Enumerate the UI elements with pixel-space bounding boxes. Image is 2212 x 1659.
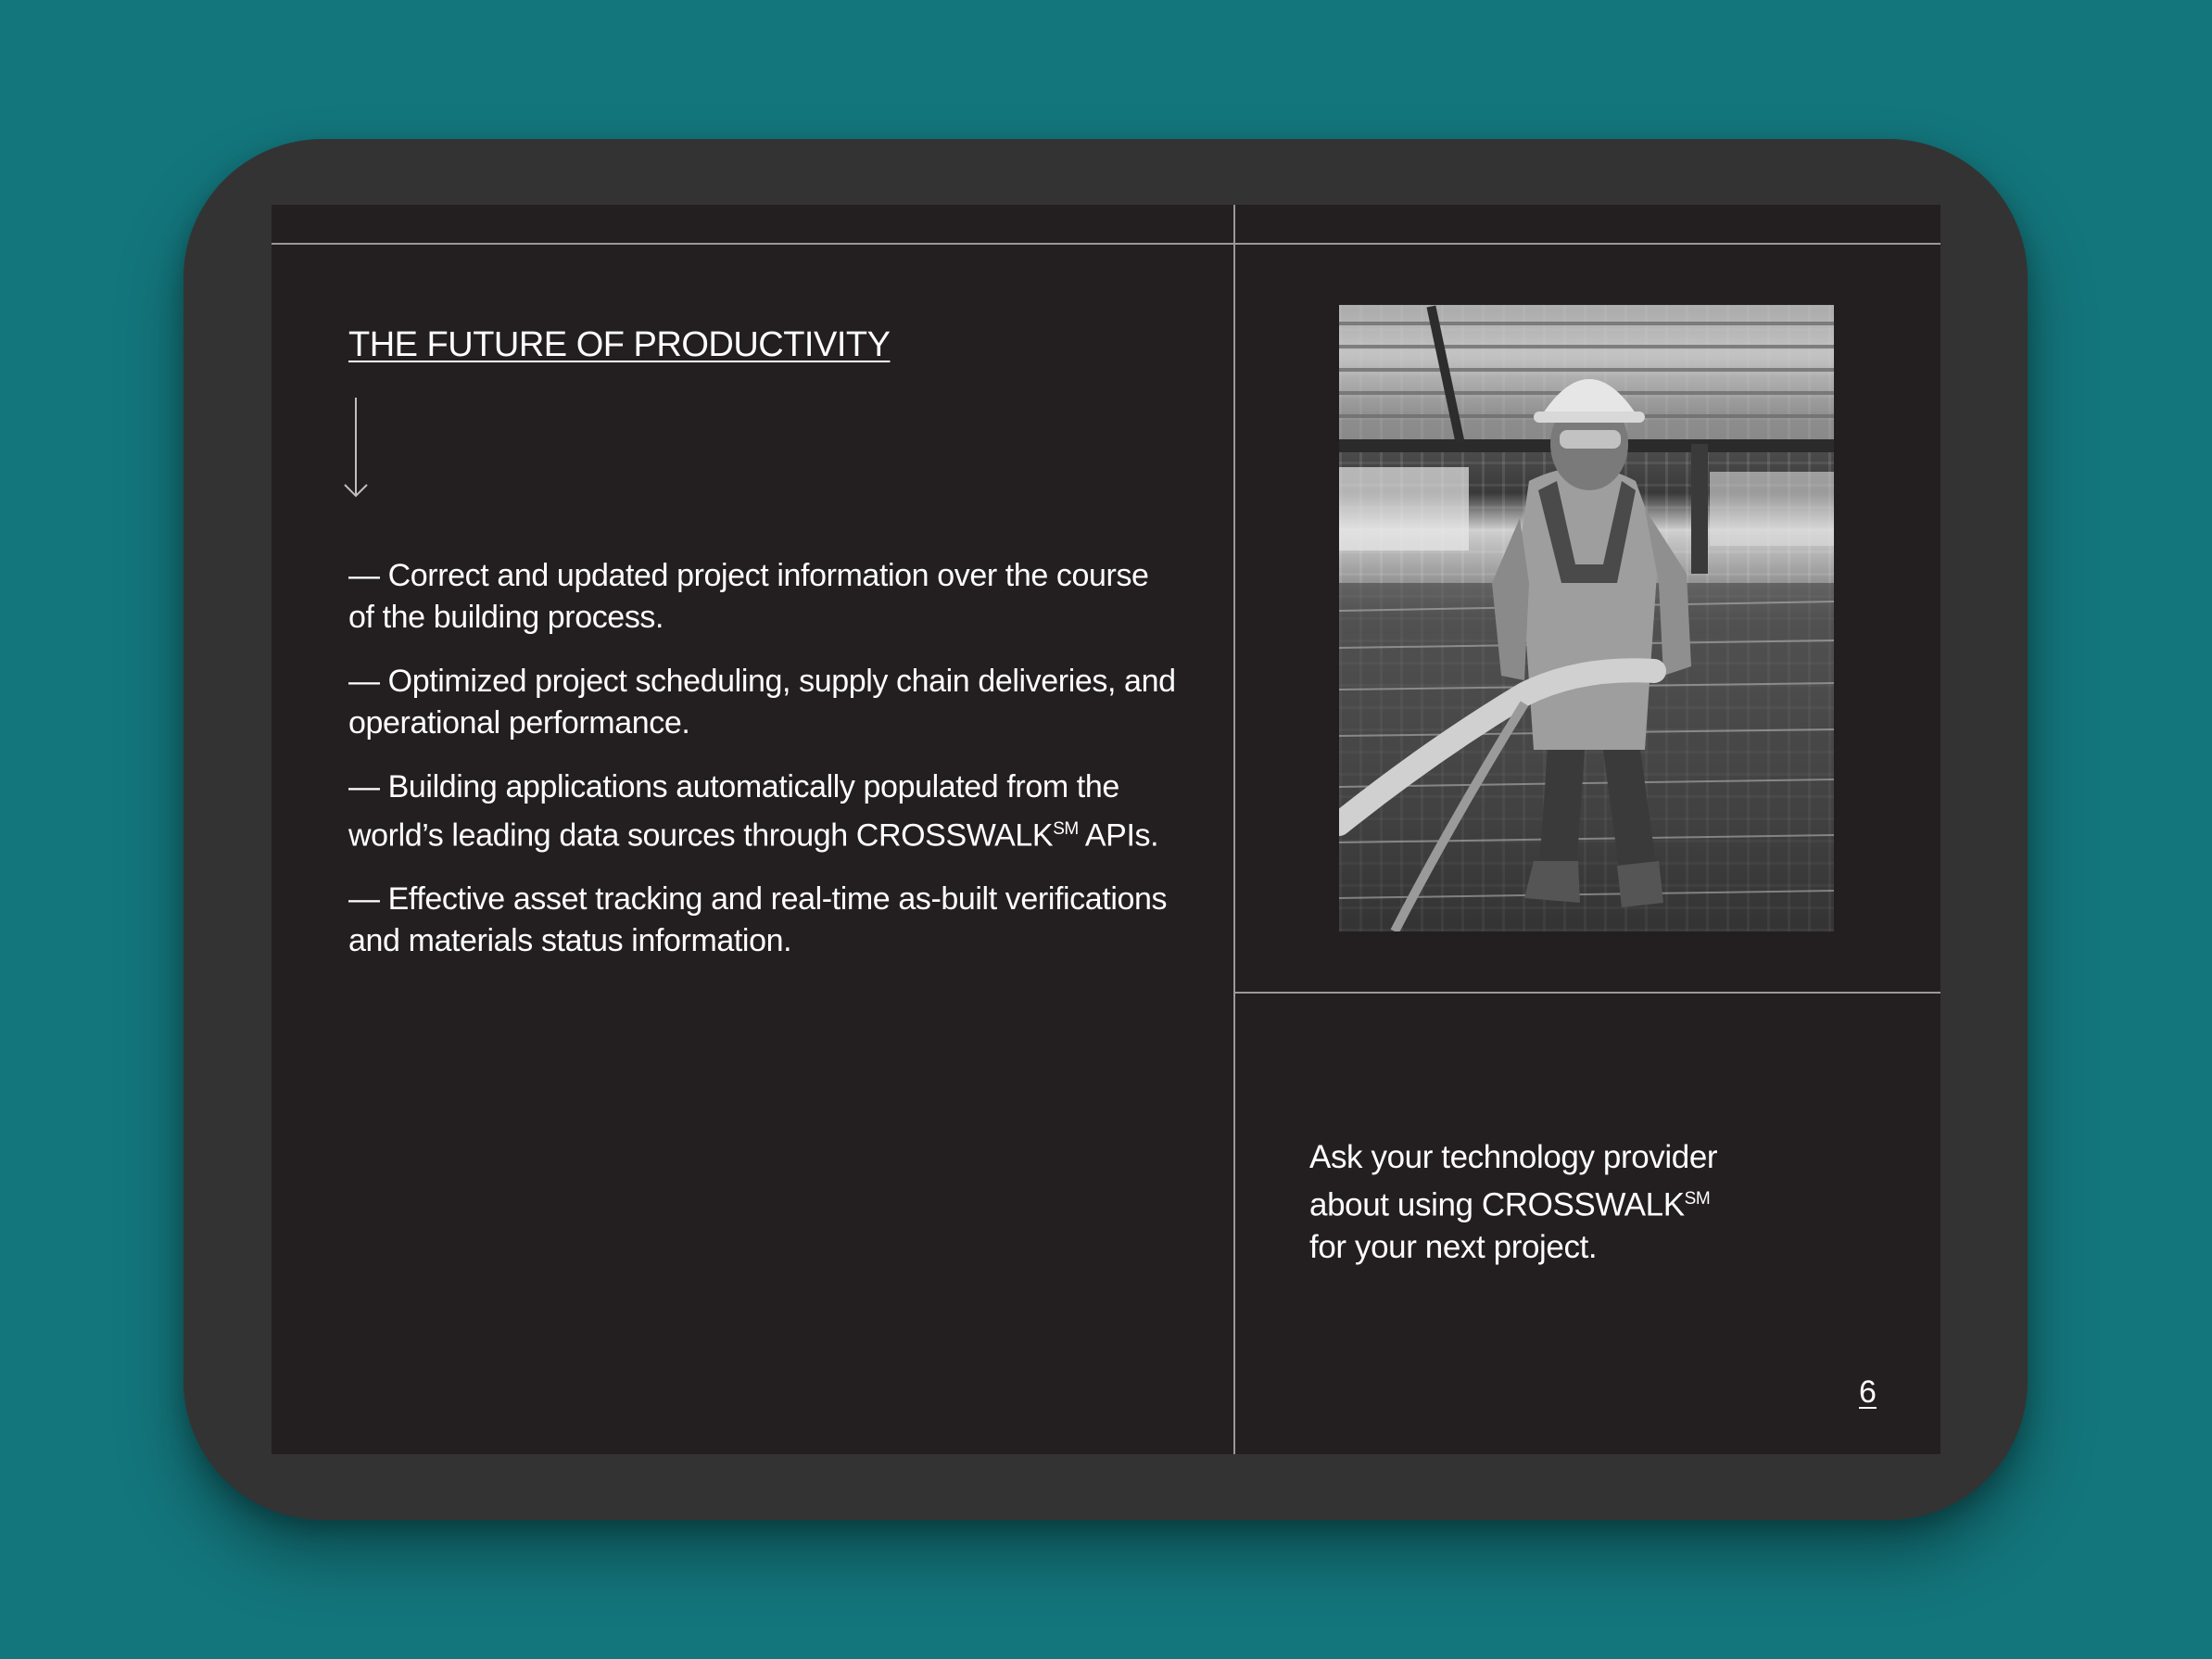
list-item (348, 766, 1182, 856)
service-mark: SM (1053, 819, 1079, 839)
list-item (348, 879, 1182, 962)
cta-line-1: Ask your technology provider (1309, 1139, 1718, 1175)
section-heading: THE FUTURE OF PRODUCTIVITY (348, 325, 891, 364)
bullet-text: — Effective asset tracking and real-time as-built verifications and materials status information. (348, 881, 1168, 959)
bullet-suffix: APIs. (1078, 817, 1159, 854)
benefits-list (348, 555, 1182, 984)
top-rule (272, 243, 1940, 245)
worker-illustration (1339, 305, 1834, 931)
cta-line-2 (1309, 1178, 1717, 1226)
list-item (348, 555, 1182, 639)
service-mark: SM (1684, 1189, 1711, 1209)
arrow-down-icon (344, 398, 368, 500)
list-item (348, 661, 1182, 744)
page-number[interactable]: 6 (1859, 1374, 1877, 1410)
cta-line-2-text: about using CROSSWALK (1309, 1186, 1685, 1223)
bullet-text: — Building applications automatically populated from the world’s leading data sources through CROSSWALK (348, 769, 1119, 854)
right-panel-divider (1233, 992, 1940, 994)
center-divider (1233, 205, 1235, 1454)
worker-photo (1339, 305, 1834, 931)
bullet-text: — Optimized project scheduling, supply chain deliveries, and operational performance. (348, 664, 1176, 741)
call-to-action (1309, 1136, 1717, 1268)
document-page (272, 205, 1940, 1454)
bullet-text: — Correct and updated project information over the course of the building process. (348, 558, 1149, 635)
cta-line-3: for your next project. (1309, 1228, 1598, 1265)
